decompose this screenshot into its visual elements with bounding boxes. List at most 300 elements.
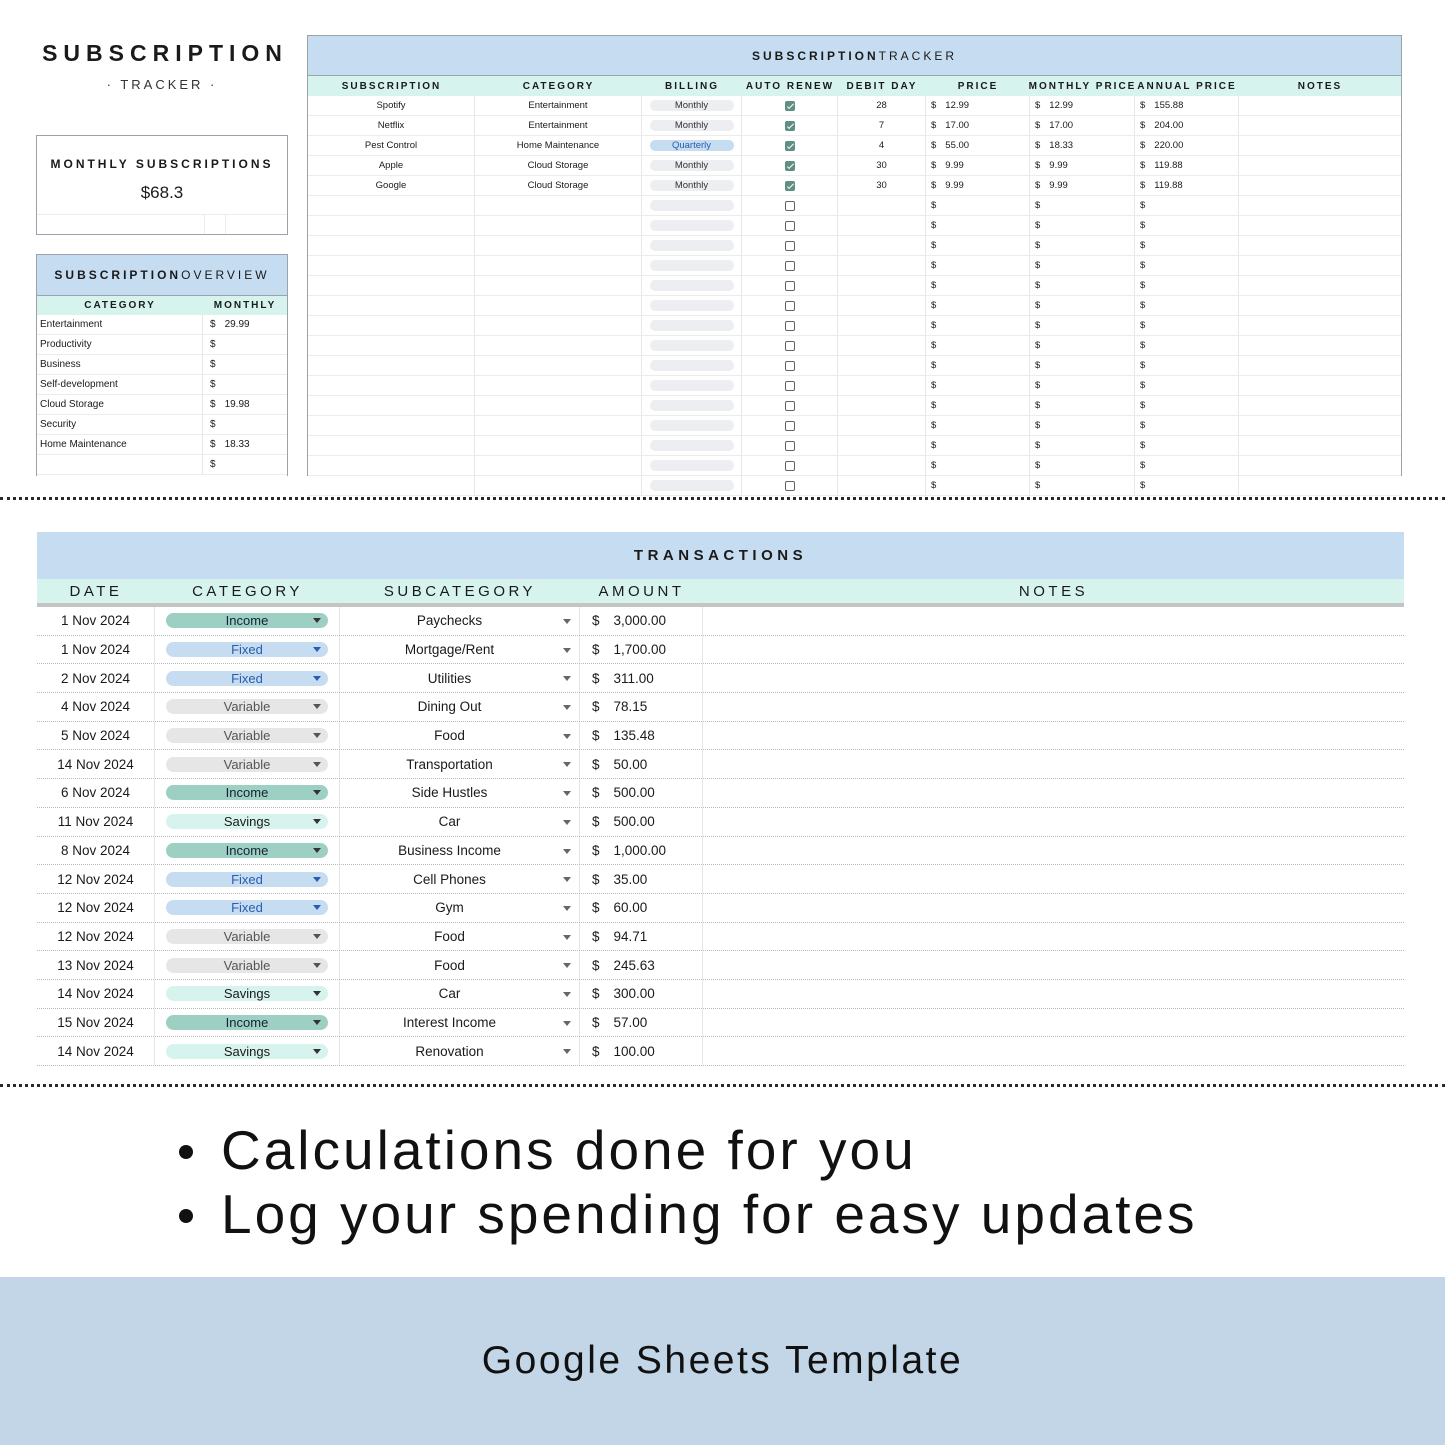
subscription-category-cell[interactable] <box>475 296 642 315</box>
price-cell[interactable] <box>926 316 1030 335</box>
auto-renew-checkbox[interactable] <box>785 221 795 231</box>
transaction-date-cell[interactable]: 15 Nov 2024 <box>37 1009 155 1037</box>
billing-dropdown[interactable] <box>650 240 734 251</box>
category-dropdown[interactable] <box>166 699 328 714</box>
billing-dropdown[interactable]: Monthly <box>650 100 734 111</box>
transaction-amount-cell[interactable] <box>580 808 703 836</box>
subscription-notes-cell[interactable] <box>1239 176 1401 195</box>
billing-cell[interactable] <box>642 236 742 255</box>
price-cell[interactable] <box>926 236 1030 255</box>
transaction-notes-cell[interactable] <box>703 894 1404 922</box>
annual-price-cell[interactable] <box>1135 136 1239 155</box>
subscription-name-cell[interactable] <box>308 316 475 335</box>
auto-renew-cell[interactable] <box>742 296 838 315</box>
subscription-name-cell[interactable] <box>308 296 475 315</box>
transaction-amount-cell[interactable] <box>580 722 703 750</box>
monthly-price-cell[interactable] <box>1030 216 1135 235</box>
transaction-amount-cell[interactable] <box>580 837 703 865</box>
transaction-notes-cell[interactable] <box>703 693 1404 721</box>
debit-day-cell[interactable]: 30 <box>838 156 926 175</box>
price-cell[interactable] <box>926 256 1030 275</box>
subscription-notes-cell[interactable] <box>1239 236 1401 255</box>
billing-dropdown[interactable]: Monthly <box>650 160 734 171</box>
monthly-price-cell[interactable] <box>1030 156 1135 175</box>
debit-day-cell[interactable] <box>838 456 926 475</box>
auto-renew-cell[interactable] <box>742 196 838 215</box>
overview-category-cell[interactable]: Business <box>37 355 203 374</box>
subscription-category-cell[interactable] <box>475 276 642 295</box>
auto-renew-cell[interactable] <box>742 456 838 475</box>
subscription-name-cell[interactable] <box>308 356 475 375</box>
billing-dropdown[interactable]: Quarterly <box>650 140 734 151</box>
transaction-amount-cell[interactable] <box>580 750 703 778</box>
transaction-date-cell[interactable]: 13 Nov 2024 <box>37 951 155 979</box>
monthly-price-cell[interactable] <box>1030 456 1135 475</box>
auto-renew-checkbox[interactable] <box>785 401 795 411</box>
monthly-price-cell[interactable] <box>1030 316 1135 335</box>
overview-monthly-cell[interactable] <box>203 355 287 374</box>
billing-dropdown[interactable] <box>650 400 734 411</box>
transaction-notes-cell[interactable] <box>703 808 1404 836</box>
monthly-price-cell[interactable] <box>1030 436 1135 455</box>
billing-dropdown[interactable] <box>650 260 734 271</box>
billing-cell[interactable] <box>642 396 742 415</box>
debit-day-cell[interactable] <box>838 276 926 295</box>
auto-renew-cell[interactable] <box>742 376 838 395</box>
debit-day-cell[interactable]: 7 <box>838 116 926 135</box>
auto-renew-checkbox[interactable] <box>785 481 795 491</box>
debit-day-cell[interactable]: 4 <box>838 136 926 155</box>
annual-price-cell[interactable] <box>1135 316 1239 335</box>
transaction-category-cell[interactable] <box>155 693 340 721</box>
subcategory-dropdown[interactable] <box>340 1009 580 1037</box>
transaction-category-cell[interactable] <box>155 865 340 893</box>
monthly-price-cell[interactable] <box>1030 256 1135 275</box>
category-dropdown[interactable] <box>166 1044 328 1059</box>
auto-renew-cell[interactable] <box>742 136 838 155</box>
billing-dropdown[interactable] <box>650 200 734 211</box>
annual-price-cell[interactable] <box>1135 396 1239 415</box>
subscription-category-cell[interactable] <box>475 216 642 235</box>
subscription-notes-cell[interactable] <box>1239 316 1401 335</box>
subscription-name-cell[interactable]: Google <box>308 176 475 195</box>
transaction-notes-cell[interactable] <box>703 664 1404 692</box>
category-dropdown[interactable] <box>166 1015 328 1030</box>
subscription-name-cell[interactable] <box>308 436 475 455</box>
overview-monthly-cell[interactable] <box>203 455 287 474</box>
debit-day-cell[interactable]: 28 <box>838 96 926 115</box>
billing-cell[interactable] <box>642 176 742 195</box>
subscription-notes-cell[interactable] <box>1239 436 1401 455</box>
auto-renew-checkbox[interactable] <box>785 281 795 291</box>
overview-monthly-cell[interactable] <box>203 415 287 434</box>
billing-dropdown[interactable] <box>650 380 734 391</box>
annual-price-cell[interactable] <box>1135 116 1239 135</box>
transaction-date-cell[interactable]: 12 Nov 2024 <box>37 865 155 893</box>
monthly-price-cell[interactable] <box>1030 376 1135 395</box>
annual-price-cell[interactable] <box>1135 176 1239 195</box>
subscription-notes-cell[interactable] <box>1239 356 1401 375</box>
transaction-amount-cell[interactable] <box>580 636 703 664</box>
subscription-name-cell[interactable]: Apple <box>308 156 475 175</box>
annual-price-cell[interactable] <box>1135 256 1239 275</box>
auto-renew-checkbox[interactable] <box>785 421 795 431</box>
billing-cell[interactable] <box>642 216 742 235</box>
overview-category-cell[interactable]: Cloud Storage <box>37 395 203 414</box>
transaction-category-cell[interactable] <box>155 923 340 951</box>
auto-renew-cell[interactable] <box>742 216 838 235</box>
subscription-category-cell[interactable] <box>475 376 642 395</box>
price-cell[interactable] <box>926 176 1030 195</box>
annual-price-cell[interactable] <box>1135 156 1239 175</box>
billing-cell[interactable] <box>642 256 742 275</box>
subscription-name-cell[interactable] <box>308 196 475 215</box>
billing-cell[interactable] <box>642 276 742 295</box>
subscription-name-cell[interactable] <box>308 456 475 475</box>
debit-day-cell[interactable] <box>838 396 926 415</box>
billing-cell[interactable] <box>642 456 742 475</box>
transaction-date-cell[interactable]: 8 Nov 2024 <box>37 837 155 865</box>
subcategory-dropdown[interactable] <box>340 837 580 865</box>
auto-renew-cell[interactable] <box>742 96 838 115</box>
category-dropdown[interactable] <box>166 814 328 829</box>
price-cell[interactable] <box>926 376 1030 395</box>
overview-category-cell[interactable]: Entertainment <box>37 315 203 334</box>
subscription-name-cell[interactable]: Pest Control <box>308 136 475 155</box>
subscription-name-cell[interactable] <box>308 236 475 255</box>
transaction-amount-cell[interactable] <box>580 779 703 807</box>
transaction-date-cell[interactable]: 1 Nov 2024 <box>37 607 155 635</box>
transaction-notes-cell[interactable] <box>703 722 1404 750</box>
overview-monthly-cell[interactable] <box>203 315 287 334</box>
subcategory-dropdown[interactable] <box>340 923 580 951</box>
subscription-notes-cell[interactable] <box>1239 196 1401 215</box>
category-dropdown[interactable] <box>166 900 328 915</box>
price-cell[interactable] <box>926 116 1030 135</box>
transaction-notes-cell[interactable] <box>703 636 1404 664</box>
overview-category-cell[interactable]: Productivity <box>37 335 203 354</box>
subscription-notes-cell[interactable] <box>1239 156 1401 175</box>
subcategory-dropdown[interactable] <box>340 607 580 635</box>
transaction-category-cell[interactable] <box>155 951 340 979</box>
debit-day-cell[interactable] <box>838 256 926 275</box>
billing-dropdown[interactable] <box>650 320 734 331</box>
category-dropdown[interactable] <box>166 728 328 743</box>
price-cell[interactable] <box>926 436 1030 455</box>
price-cell[interactable] <box>926 196 1030 215</box>
subcategory-dropdown[interactable] <box>340 980 580 1008</box>
subcategory-dropdown[interactable] <box>340 750 580 778</box>
subscription-notes-cell[interactable] <box>1239 276 1401 295</box>
transaction-category-cell[interactable] <box>155 750 340 778</box>
auto-renew-cell[interactable] <box>742 276 838 295</box>
auto-renew-checkbox[interactable] <box>785 261 795 271</box>
annual-price-cell[interactable] <box>1135 436 1239 455</box>
transaction-date-cell[interactable]: 6 Nov 2024 <box>37 779 155 807</box>
transaction-amount-cell[interactable] <box>580 693 703 721</box>
subscription-category-cell[interactable] <box>475 396 642 415</box>
auto-renew-checkbox[interactable] <box>785 301 795 311</box>
subscription-name-cell[interactable] <box>308 216 475 235</box>
annual-price-cell[interactable] <box>1135 296 1239 315</box>
billing-dropdown[interactable] <box>650 440 734 451</box>
debit-day-cell[interactable] <box>838 436 926 455</box>
transaction-amount-cell[interactable] <box>580 923 703 951</box>
auto-renew-checkbox[interactable] <box>785 121 795 131</box>
price-cell[interactable] <box>926 216 1030 235</box>
transaction-date-cell[interactable]: 12 Nov 2024 <box>37 923 155 951</box>
subscription-category-cell[interactable]: Cloud Storage <box>475 156 642 175</box>
transaction-amount-cell[interactable] <box>580 664 703 692</box>
transaction-date-cell[interactable]: 4 Nov 2024 <box>37 693 155 721</box>
subscription-notes-cell[interactable] <box>1239 396 1401 415</box>
annual-price-cell[interactable] <box>1135 196 1239 215</box>
subscription-category-cell[interactable] <box>475 476 642 495</box>
auto-renew-cell[interactable] <box>742 396 838 415</box>
category-dropdown[interactable] <box>166 872 328 887</box>
billing-dropdown[interactable] <box>650 420 734 431</box>
monthly-subscriptions-value[interactable]: $68.3 <box>140 183 184 202</box>
monthly-price-cell[interactable] <box>1030 236 1135 255</box>
annual-price-cell[interactable] <box>1135 376 1239 395</box>
category-dropdown[interactable] <box>166 958 328 973</box>
monthly-price-cell[interactable] <box>1030 136 1135 155</box>
subscription-name-cell[interactable] <box>308 256 475 275</box>
monthly-price-cell[interactable] <box>1030 356 1135 375</box>
subcategory-dropdown[interactable] <box>340 693 580 721</box>
subscription-name-cell[interactable] <box>308 416 475 435</box>
subscription-category-cell[interactable]: Entertainment <box>475 116 642 135</box>
billing-dropdown[interactable] <box>650 220 734 231</box>
billing-cell[interactable] <box>642 436 742 455</box>
subscription-category-cell[interactable] <box>475 196 642 215</box>
auto-renew-cell[interactable] <box>742 436 838 455</box>
transaction-amount-cell[interactable] <box>580 894 703 922</box>
transaction-notes-cell[interactable] <box>703 980 1404 1008</box>
category-dropdown[interactable] <box>166 929 328 944</box>
category-dropdown[interactable] <box>166 671 328 686</box>
annual-price-cell[interactable] <box>1135 276 1239 295</box>
billing-dropdown[interactable]: Monthly <box>650 180 734 191</box>
auto-renew-checkbox[interactable] <box>785 241 795 251</box>
annual-price-cell[interactable] <box>1135 416 1239 435</box>
monthly-price-cell[interactable] <box>1030 396 1135 415</box>
auto-renew-cell[interactable] <box>742 176 838 195</box>
monthly-price-cell[interactable] <box>1030 176 1135 195</box>
subscription-notes-cell[interactable] <box>1239 216 1401 235</box>
auto-renew-checkbox[interactable] <box>785 321 795 331</box>
transaction-notes-cell[interactable] <box>703 779 1404 807</box>
transaction-amount-cell[interactable] <box>580 951 703 979</box>
monthly-price-cell[interactable] <box>1030 296 1135 315</box>
transaction-date-cell[interactable]: 5 Nov 2024 <box>37 722 155 750</box>
transaction-amount-cell[interactable] <box>580 1009 703 1037</box>
transaction-category-cell[interactable] <box>155 980 340 1008</box>
billing-cell[interactable] <box>642 336 742 355</box>
overview-monthly-cell[interactable] <box>203 375 287 394</box>
auto-renew-checkbox[interactable] <box>785 361 795 371</box>
transaction-category-cell[interactable] <box>155 1037 340 1065</box>
subscription-category-cell[interactable]: Entertainment <box>475 96 642 115</box>
price-cell[interactable] <box>926 476 1030 495</box>
transaction-amount-cell[interactable] <box>580 1037 703 1065</box>
billing-dropdown[interactable] <box>650 340 734 351</box>
price-cell[interactable] <box>926 276 1030 295</box>
debit-day-cell[interactable] <box>838 376 926 395</box>
transaction-date-cell[interactable]: 11 Nov 2024 <box>37 808 155 836</box>
billing-cell[interactable] <box>642 136 742 155</box>
category-dropdown[interactable] <box>166 642 328 657</box>
debit-day-cell[interactable] <box>838 316 926 335</box>
subcategory-dropdown[interactable] <box>340 636 580 664</box>
subscription-notes-cell[interactable] <box>1239 116 1401 135</box>
transaction-date-cell[interactable]: 1 Nov 2024 <box>37 636 155 664</box>
price-cell[interactable] <box>926 296 1030 315</box>
debit-day-cell[interactable] <box>838 356 926 375</box>
auto-renew-checkbox[interactable] <box>785 441 795 451</box>
billing-dropdown[interactable] <box>650 280 734 291</box>
price-cell[interactable] <box>926 136 1030 155</box>
auto-renew-cell[interactable] <box>742 356 838 375</box>
billing-dropdown[interactable] <box>650 300 734 311</box>
transaction-date-cell[interactable]: 14 Nov 2024 <box>37 980 155 1008</box>
monthly-price-cell[interactable] <box>1030 116 1135 135</box>
debit-day-cell[interactable] <box>838 196 926 215</box>
transaction-category-cell[interactable] <box>155 779 340 807</box>
monthly-price-cell[interactable] <box>1030 336 1135 355</box>
auto-renew-cell[interactable] <box>742 316 838 335</box>
billing-cell[interactable] <box>642 156 742 175</box>
transaction-date-cell[interactable]: 12 Nov 2024 <box>37 894 155 922</box>
category-dropdown[interactable] <box>166 785 328 800</box>
price-cell[interactable] <box>926 456 1030 475</box>
auto-renew-cell[interactable] <box>742 256 838 275</box>
transaction-amount-cell[interactable] <box>580 865 703 893</box>
subscription-category-cell[interactable] <box>475 416 642 435</box>
auto-renew-checkbox[interactable] <box>785 461 795 471</box>
transaction-category-cell[interactable] <box>155 722 340 750</box>
billing-dropdown[interactable] <box>650 460 734 471</box>
billing-cell[interactable] <box>642 116 742 135</box>
debit-day-cell[interactable] <box>838 336 926 355</box>
debit-day-cell[interactable] <box>838 476 926 495</box>
subcategory-dropdown[interactable] <box>340 894 580 922</box>
transaction-notes-cell[interactable] <box>703 607 1404 635</box>
price-cell[interactable] <box>926 356 1030 375</box>
price-cell[interactable] <box>926 96 1030 115</box>
transaction-date-cell[interactable]: 14 Nov 2024 <box>37 750 155 778</box>
transaction-category-cell[interactable] <box>155 894 340 922</box>
billing-dropdown[interactable] <box>650 480 734 491</box>
annual-price-cell[interactable] <box>1135 236 1239 255</box>
auto-renew-checkbox[interactable] <box>785 141 795 151</box>
subscription-notes-cell[interactable] <box>1239 336 1401 355</box>
subscription-category-cell[interactable] <box>475 236 642 255</box>
subscription-category-cell[interactable] <box>475 456 642 475</box>
auto-renew-cell[interactable] <box>742 156 838 175</box>
auto-renew-cell[interactable] <box>742 336 838 355</box>
debit-day-cell[interactable]: 30 <box>838 176 926 195</box>
category-dropdown[interactable] <box>166 843 328 858</box>
subscription-name-cell[interactable] <box>308 396 475 415</box>
subcategory-dropdown[interactable] <box>340 865 580 893</box>
subcategory-dropdown[interactable] <box>340 1037 580 1065</box>
billing-cell[interactable] <box>642 96 742 115</box>
annual-price-cell[interactable] <box>1135 336 1239 355</box>
price-cell[interactable] <box>926 336 1030 355</box>
auto-renew-checkbox[interactable] <box>785 181 795 191</box>
transaction-notes-cell[interactable] <box>703 750 1404 778</box>
price-cell[interactable] <box>926 396 1030 415</box>
monthly-price-cell[interactable] <box>1030 96 1135 115</box>
subscription-name-cell[interactable] <box>308 376 475 395</box>
auto-renew-cell[interactable] <box>742 236 838 255</box>
price-cell[interactable] <box>926 156 1030 175</box>
monthly-price-cell[interactable] <box>1030 476 1135 495</box>
billing-cell[interactable] <box>642 196 742 215</box>
billing-cell[interactable] <box>642 316 742 335</box>
annual-price-cell[interactable] <box>1135 476 1239 495</box>
category-dropdown[interactable] <box>166 613 328 628</box>
annual-price-cell[interactable] <box>1135 356 1239 375</box>
overview-monthly-cell[interactable] <box>203 435 287 454</box>
billing-cell[interactable] <box>642 476 742 495</box>
auto-renew-checkbox[interactable] <box>785 341 795 351</box>
transaction-category-cell[interactable] <box>155 607 340 635</box>
subscription-notes-cell[interactable] <box>1239 476 1401 495</box>
transaction-category-cell[interactable] <box>155 636 340 664</box>
transaction-category-cell[interactable] <box>155 664 340 692</box>
billing-dropdown[interactable] <box>650 360 734 371</box>
subscription-category-cell[interactable] <box>475 436 642 455</box>
subscription-category-cell[interactable] <box>475 356 642 375</box>
auto-renew-checkbox[interactable] <box>785 101 795 111</box>
overview-category-cell[interactable]: Security <box>37 415 203 434</box>
transaction-category-cell[interactable] <box>155 837 340 865</box>
overview-monthly-cell[interactable] <box>203 335 287 354</box>
billing-cell[interactable] <box>642 296 742 315</box>
subscription-name-cell[interactable] <box>308 336 475 355</box>
subscription-category-cell[interactable]: Cloud Storage <box>475 176 642 195</box>
debit-day-cell[interactable] <box>838 416 926 435</box>
auto-renew-cell[interactable] <box>742 476 838 495</box>
monthly-price-cell[interactable] <box>1030 416 1135 435</box>
subscription-name-cell[interactable]: Spotify <box>308 96 475 115</box>
subscription-name-cell[interactable]: Netflix <box>308 116 475 135</box>
transaction-amount-cell[interactable] <box>580 607 703 635</box>
debit-day-cell[interactable] <box>838 216 926 235</box>
transaction-category-cell[interactable] <box>155 808 340 836</box>
subscription-notes-cell[interactable] <box>1239 96 1401 115</box>
subscription-name-cell[interactable] <box>308 276 475 295</box>
subcategory-dropdown[interactable] <box>340 808 580 836</box>
overview-category-cell[interactable] <box>37 455 203 474</box>
price-cell[interactable] <box>926 416 1030 435</box>
subcategory-dropdown[interactable] <box>340 779 580 807</box>
transaction-notes-cell[interactable] <box>703 837 1404 865</box>
subscription-category-cell[interactable]: Home Maintenance <box>475 136 642 155</box>
auto-renew-checkbox[interactable] <box>785 201 795 211</box>
debit-day-cell[interactable] <box>838 296 926 315</box>
monthly-price-cell[interactable] <box>1030 276 1135 295</box>
subcategory-dropdown[interactable] <box>340 951 580 979</box>
billing-dropdown[interactable]: Monthly <box>650 120 734 131</box>
transaction-notes-cell[interactable] <box>703 1037 1404 1065</box>
transaction-amount-cell[interactable] <box>580 980 703 1008</box>
monthly-price-cell[interactable] <box>1030 196 1135 215</box>
auto-renew-checkbox[interactable] <box>785 381 795 391</box>
transaction-date-cell[interactable]: 14 Nov 2024 <box>37 1037 155 1065</box>
